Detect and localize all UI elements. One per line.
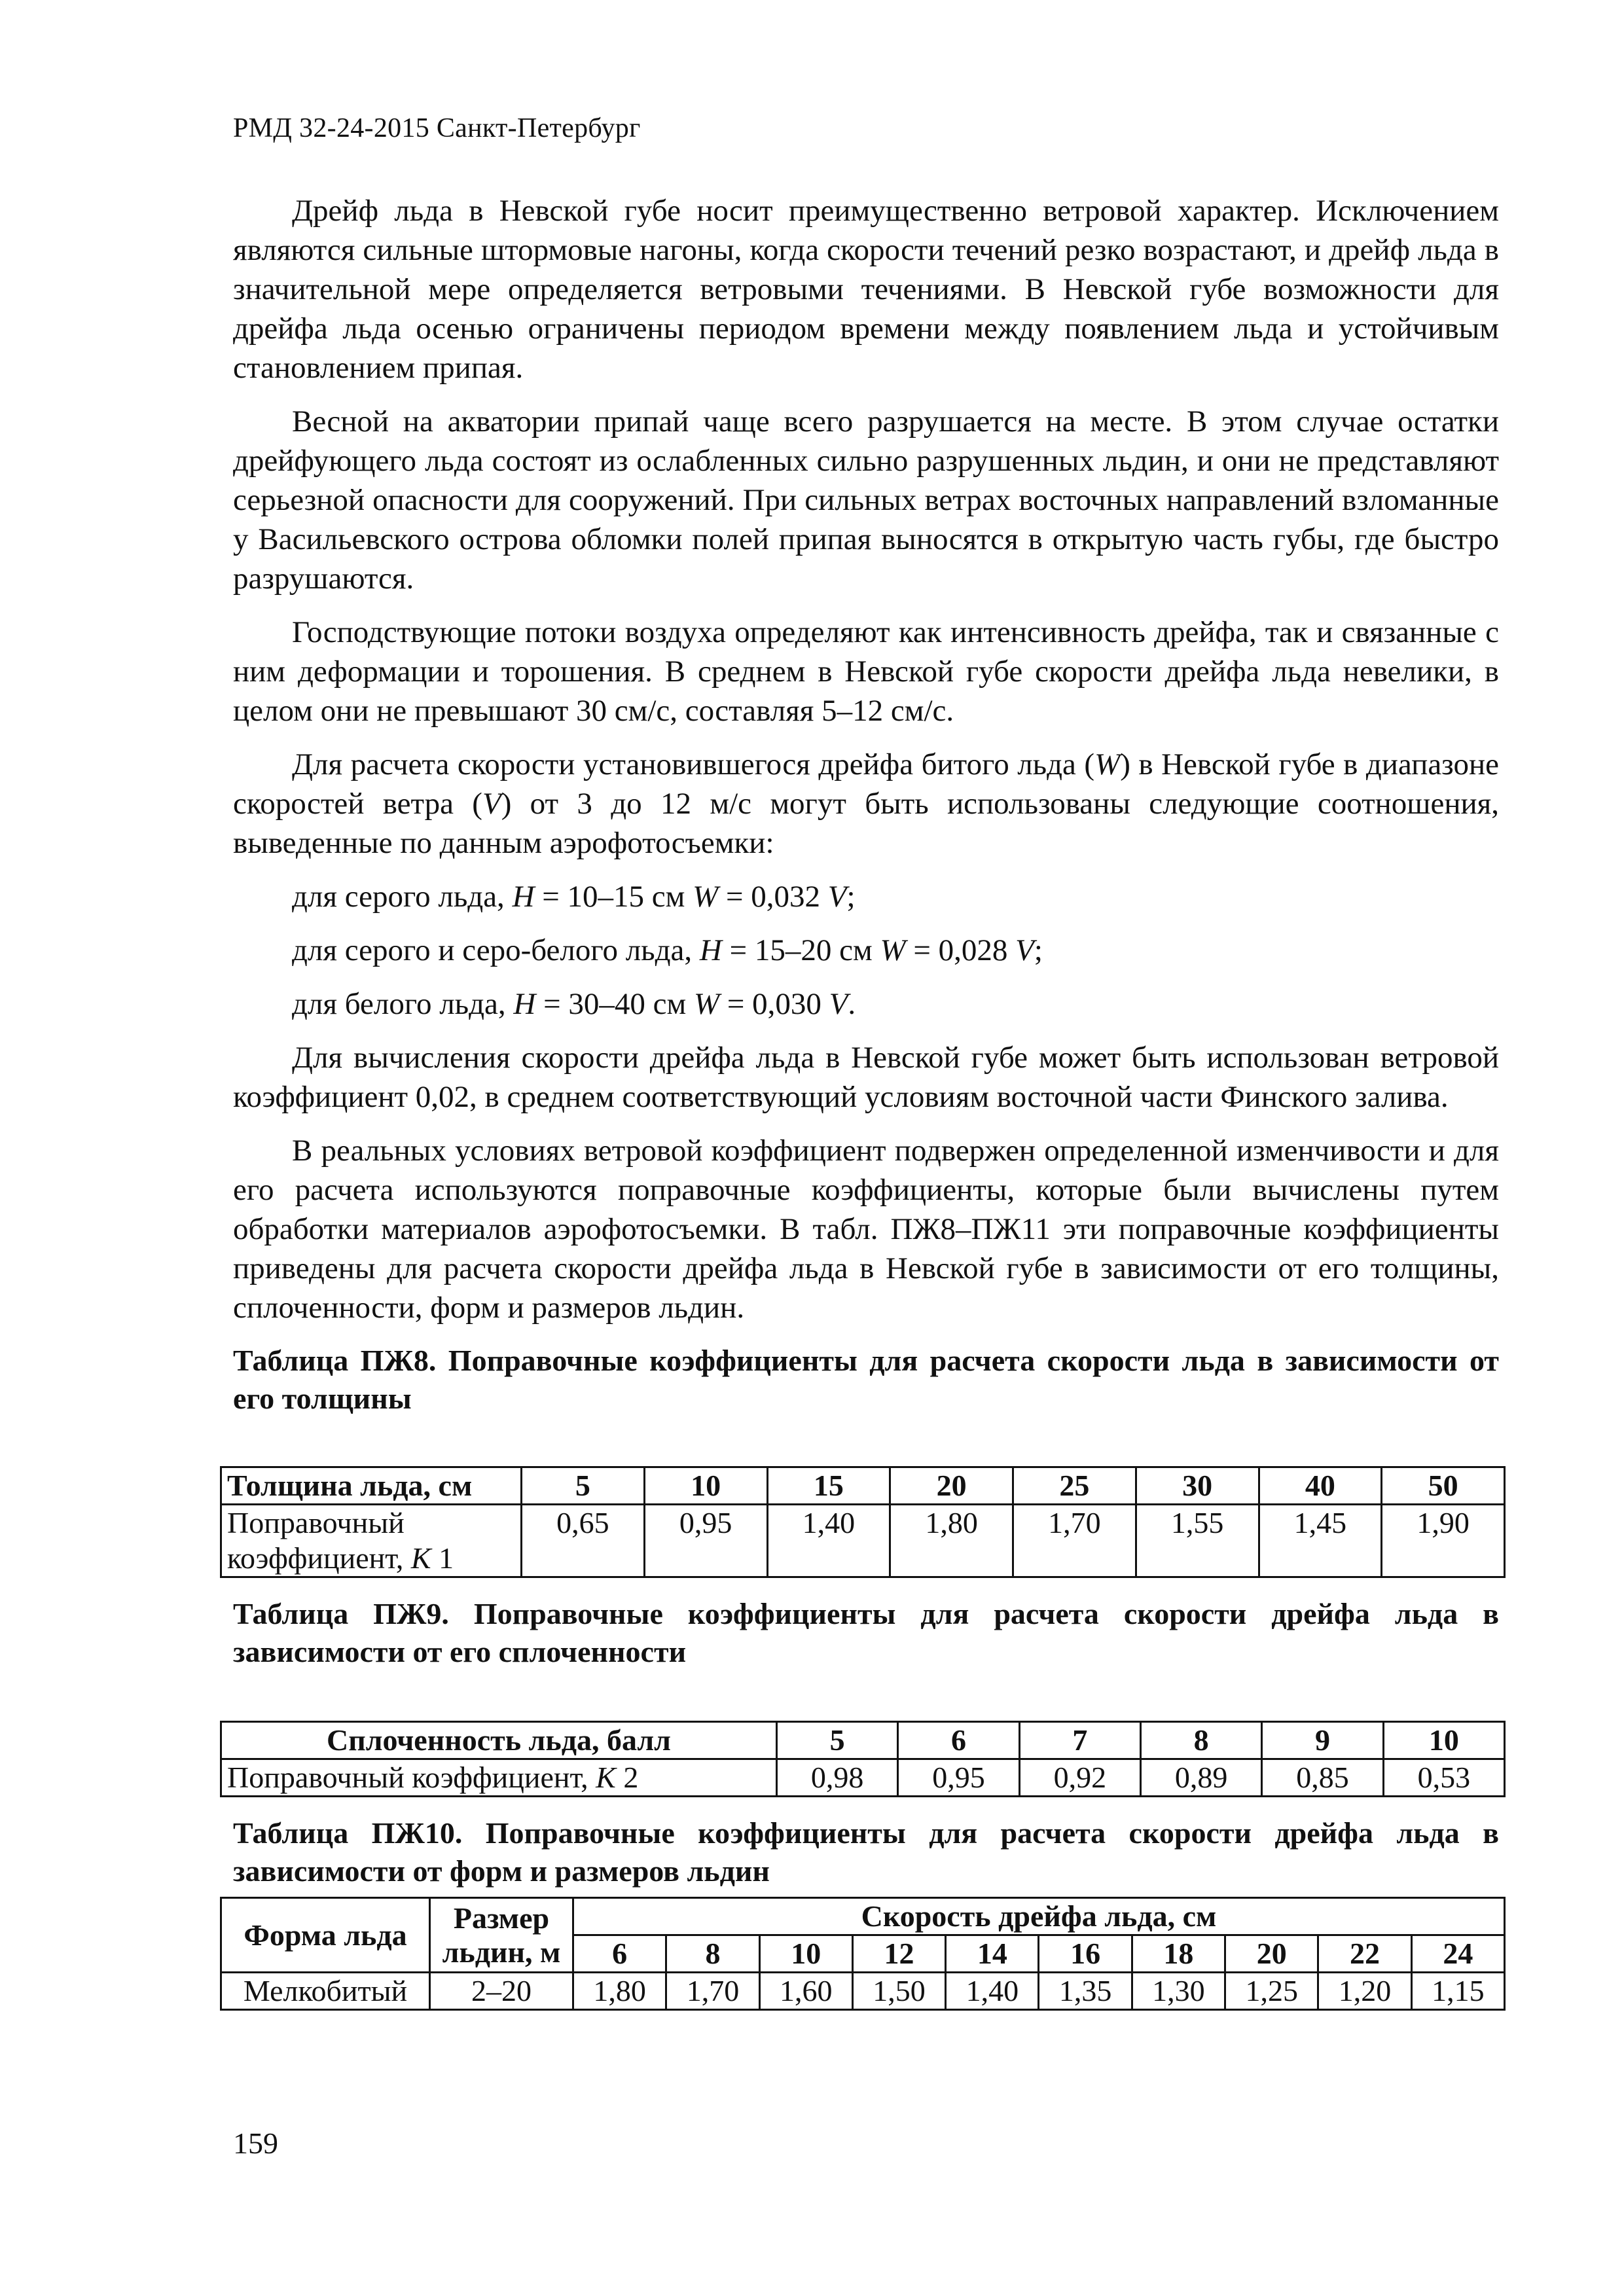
table-row [221,1759,1505,1797]
table-cell: 0,95 [644,1505,767,1577]
header-cell-speed: Скорость дрейфа льда, см [573,1898,1505,1935]
table-header-row [221,1898,1505,1935]
table-cell: 1,50 [852,1973,945,2010]
row-label-index: 1 [431,1541,454,1575]
running-header: РМД 32-24-2015 Санкт-Петербург [233,113,641,143]
formula-text: = 0,030 [719,987,829,1021]
header-cell: 25 [1013,1467,1136,1505]
header-cell: 12 [852,1935,945,1973]
header-cell: 14 [946,1935,1039,1973]
paragraph: Для вычисления скорости дрейфа льда в Невской губе может быть использован ветровой коэффициент 0,02, в среднем соответствующий условиям восточной части Финского залива. [233,1041,1499,1114]
header-cell: 5 [522,1467,645,1505]
header-cell: 8 [666,1935,759,1973]
row-label-cell [221,1759,777,1797]
row-label: Поправочный коэффициент, [227,1761,596,1794]
header-cell: 24 [1411,1935,1504,1973]
table-caption: Таблица ПЖ8. Поправочные коэффициенты для расчета скорости льда в зависимости от его толщины [233,1344,1499,1415]
header-cell-form: Форма льда [221,1898,430,1973]
text-fragment: Для расчета скорости установившегося дрейфа битого льда ( [292,747,1095,781]
variable-k: K [596,1761,616,1794]
variable-h: H [513,987,536,1021]
variable-w: W [693,987,720,1021]
paragraph: Дрейф льда в Невской губе носит преимущественно ветровой характер. Исключением являются сильные штормовые нагоны, когда скорости течений резко возрастают, и дрейф льда в значительной мере определяется ветровыми течениями. В Невской губе возможности для дрейфа льда осенью ограничены периодом времени между появлением льда и устойчивым становлением припая. [233,194,1499,385]
header-cell: 30 [1136,1467,1259,1505]
variable-v: V [482,787,501,821]
body-text [227,191,1499,2011]
formula-text: = 0,032 [718,880,828,914]
table-row [221,1505,1505,1577]
calc-paragraph [233,745,1499,863]
header-cell: Толщина льда, см [221,1467,522,1505]
table-pzh8 [220,1466,1506,1578]
row-label: Поправочный коэффициент, [227,1506,411,1575]
header-cell: 15 [767,1467,890,1505]
table-pzh10 [220,1897,1506,2011]
header-cell: 10 [759,1935,852,1973]
header-cell: 20 [890,1467,1013,1505]
variable-h: H [512,880,535,914]
header-cell: 9 [1262,1722,1383,1759]
table-cell: 0,85 [1262,1759,1383,1797]
table-header-row [221,1722,1505,1759]
table-cell: 0,98 [777,1759,898,1797]
formula-text: = 10–15 см [534,880,693,914]
table-cell: 1,20 [1318,1973,1411,2010]
table-cell: 1,40 [767,1505,890,1577]
formula-line [292,931,1499,970]
text-fragment: ) в Невской губе в диапазоне скоростей ветра ( [233,747,1499,821]
page-number: 159 [233,2126,278,2160]
table-cell-size: 2–20 [430,1973,573,2010]
header-cell: 6 [898,1722,1019,1759]
header-cell: 10 [1383,1722,1504,1759]
paragraph: В реальных условиях ветровой коэффициент подвержен определенной изменчивости и для его расчета используются поправочные коэффициенты, которые были вычислены путем обработки материалов аэрофотосъемки. В табл. ПЖ8–ПЖ11 эти поправочные коэффициенты приведены для расчета скорости дрейфа льда в Невской губе в зависимости от его толщины, сплоченности, форм и размеров льдин. [233,1134,1499,1325]
formula-text: = 30–40 см [535,987,694,1021]
table-cell: 1,80 [890,1505,1013,1577]
table-cell: 0,53 [1383,1759,1504,1797]
variable-v: V [1015,933,1034,967]
formula-text: для серого и серо-белого льда, [292,933,700,967]
variable-h: H [699,933,722,967]
formula-text: ; [1034,933,1043,967]
header-cell: 10 [644,1467,767,1505]
table-cell: 1,55 [1136,1505,1259,1577]
table-cell: 1,15 [1411,1973,1504,2010]
formula-text: для белого льда, [292,987,514,1021]
table-cell: 0,92 [1019,1759,1140,1797]
table-cell: 1,80 [573,1973,666,2010]
table-cell: 1,40 [946,1973,1039,2010]
header-cell: 6 [573,1935,666,1973]
table-cell: 1,30 [1132,1973,1225,2010]
table-cell: 1,25 [1225,1973,1318,2010]
formula-text: для серого льда, [292,880,513,914]
table-caption: Таблица ПЖ10. Поправочные коэффициенты для расчета скорости дрейфа льда в зависимости от форм и размеров льдин [233,1816,1499,1888]
text-fragment: ) от 3 до 12 м/с могут быть использованы следующие соотношения, выведенные по данным аэрофотосъемки: [233,787,1499,860]
variable-v: V [827,880,847,914]
header-cell: 50 [1382,1467,1505,1505]
header-cell: 20 [1225,1935,1318,1973]
paragraph: Господствующие потоки воздуха определяют как интенсивность дрейфа, так и связанные с ним деформации и торошения. В среднем в Невской губе скорости дрейфа льда невелики, в целом они не превышают 30 см/с, составляя 5–12 см/с. [233,615,1499,728]
header-cell: 40 [1259,1467,1382,1505]
table-cell: 1,70 [666,1973,759,2010]
formula-text: ; [846,880,856,914]
variable-k: K [410,1541,431,1575]
header-cell: 7 [1019,1722,1140,1759]
header-cell: 8 [1140,1722,1261,1759]
header-cell: 5 [777,1722,898,1759]
header-cell: 22 [1318,1935,1411,1973]
table-cell: 0,89 [1140,1759,1261,1797]
table-cell: 1,45 [1259,1505,1382,1577]
table-cell: 1,90 [1382,1505,1505,1577]
table-pzh9 [220,1721,1506,1797]
table-cell-form: Мелкобитый [221,1973,430,2010]
header-cell: Сплоченность льда, балл [221,1722,777,1759]
formula-line [292,984,1499,1024]
row-label-cell [221,1505,522,1577]
formula-text: . [848,987,856,1021]
formula-line [292,877,1499,916]
table-cell: 1,60 [759,1973,852,2010]
variable-v: V [829,987,848,1021]
header-cell-size: Размер льдин, м [430,1898,573,1973]
header-cell: 16 [1039,1935,1132,1973]
variable-w: W [693,880,719,914]
paragraph: Весной на акватории припай чаще всего разрушается на месте. В этом случае остатки дрейфующего льда состоят из ослабленных сильно разрушенных льдин, и они не представляют серьезной опасности для сооружений. При сильных ветрах восточных направлений взломанные у Васильевского острова обломки полей припая выносятся в открытую часть губы, где быстро разрушаются. [233,404,1499,596]
row-label-index: 2 [615,1761,639,1794]
formula-text: = 0,028 [905,933,1016,967]
header-cell: 18 [1132,1935,1225,1973]
table-cell: 1,35 [1039,1973,1132,2010]
table-cell: 0,65 [522,1505,645,1577]
table-cell: 0,95 [898,1759,1019,1797]
table-header-row [221,1467,1505,1505]
variable-w: W [1094,747,1121,781]
table-caption: Таблица ПЖ9. Поправочные коэффициенты для расчета скорости дрейфа льда в зависимости от его сплоченности [233,1597,1499,1668]
formula-text: = 15–20 см [721,933,880,967]
table-row [221,1973,1505,2010]
variable-w: W [880,933,906,967]
table-cell: 1,70 [1013,1505,1136,1577]
